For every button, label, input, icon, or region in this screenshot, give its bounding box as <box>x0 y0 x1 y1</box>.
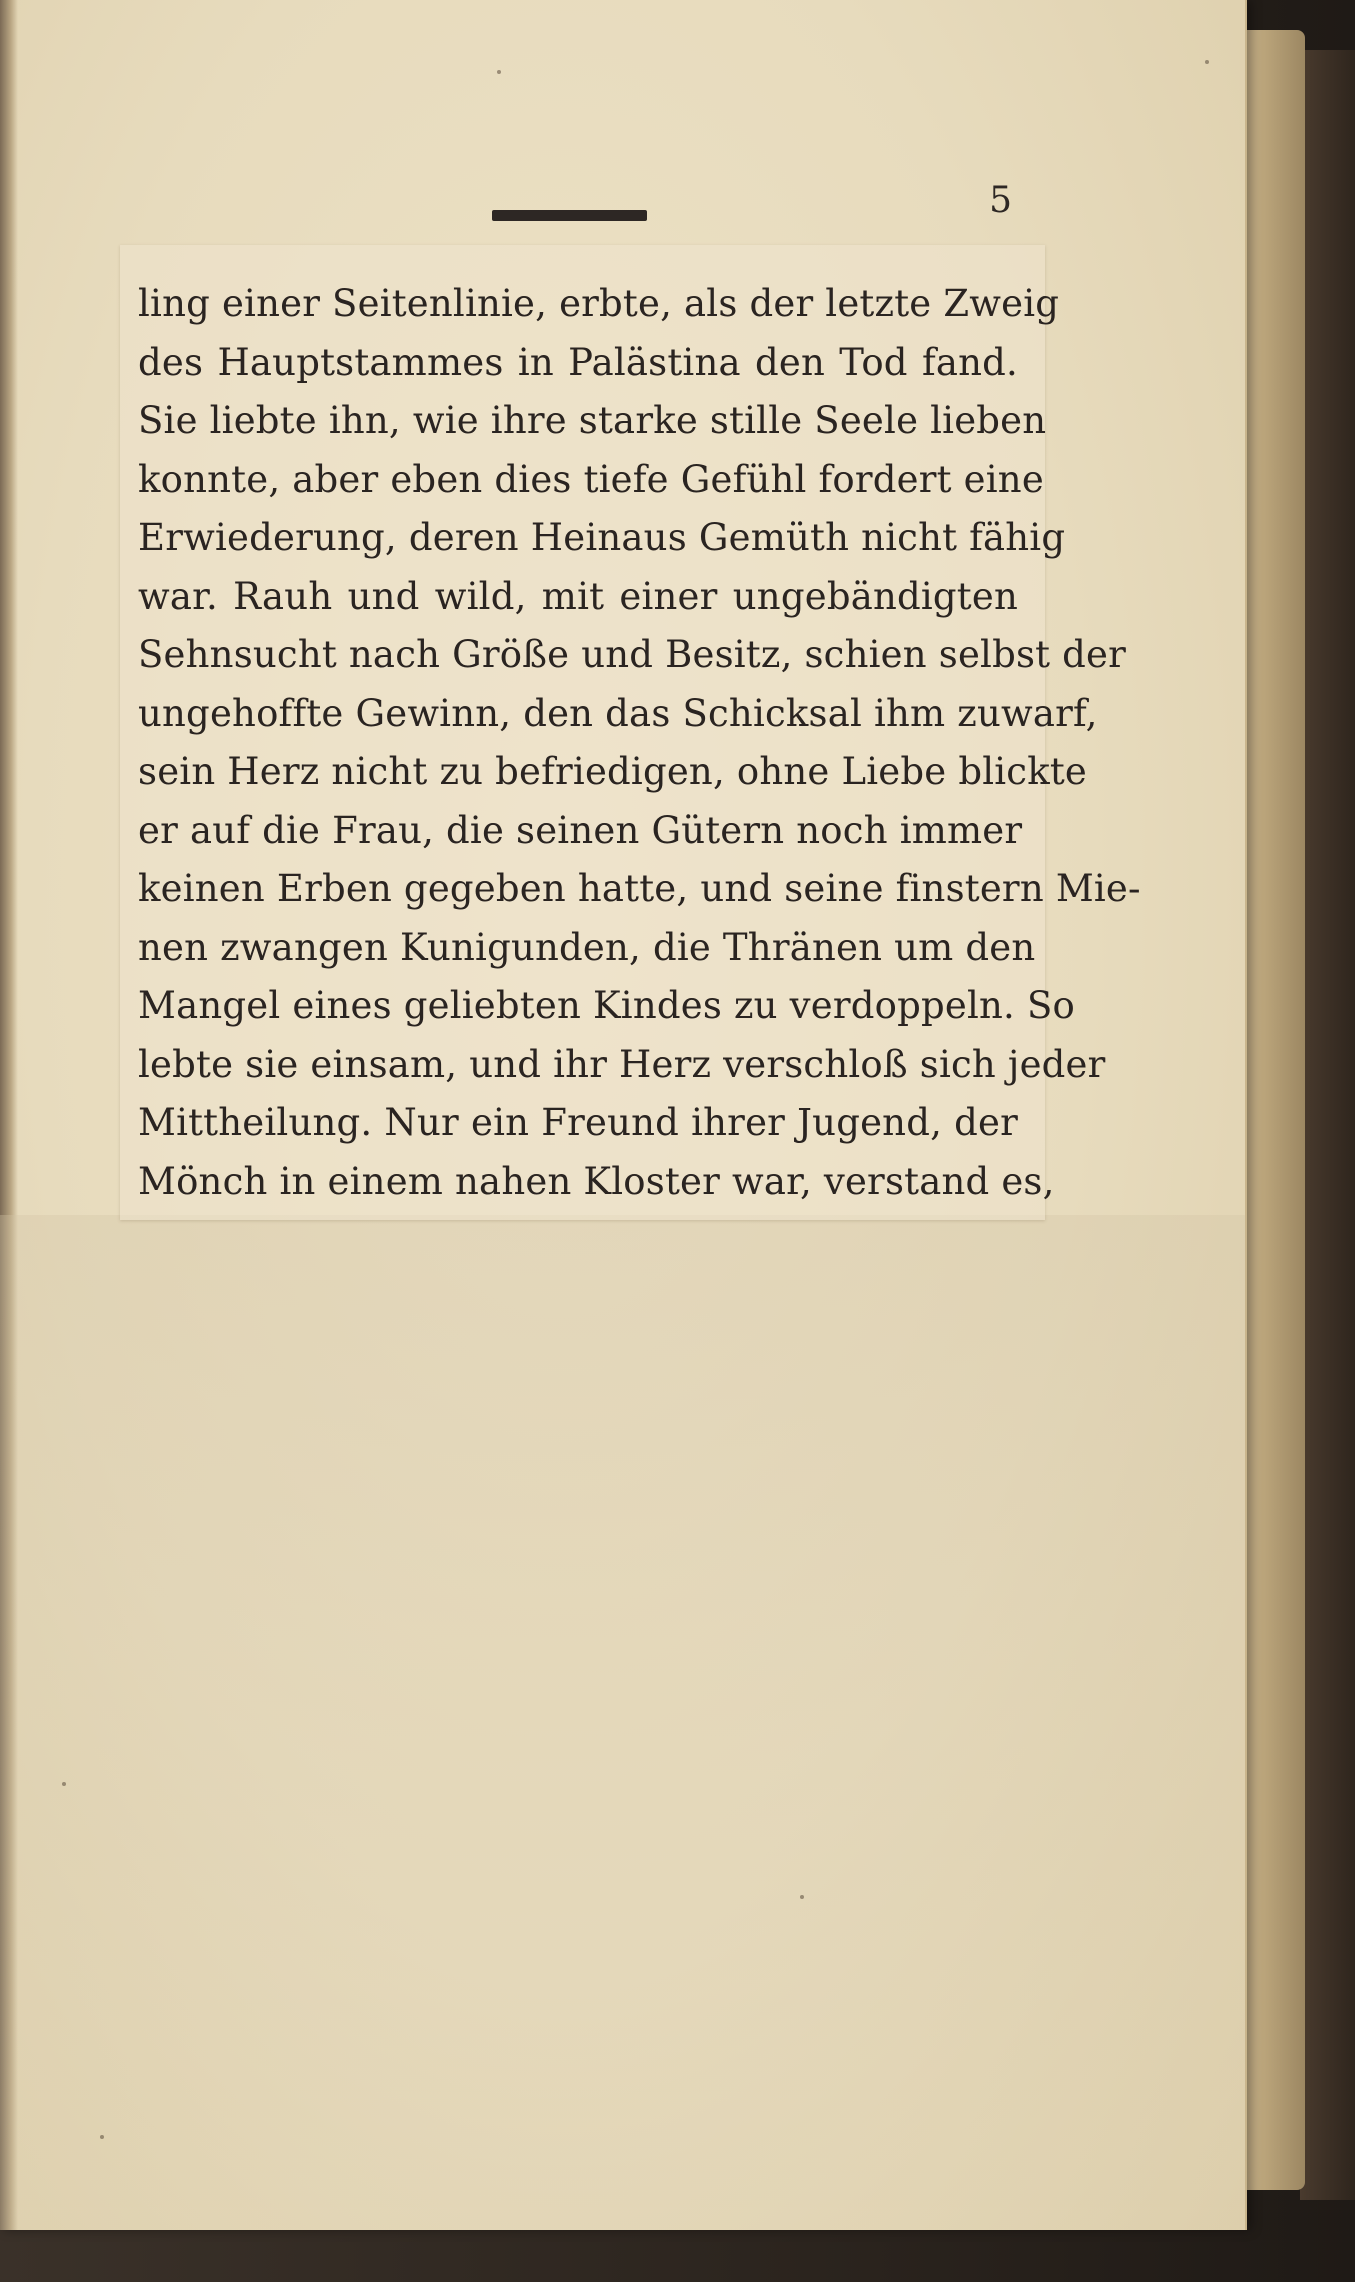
book-cover-edge <box>1300 50 1355 2200</box>
text-line: Mittheilung. Nur ein Freund ihrer Jugend, der <box>138 1101 1018 1144</box>
text-line: Sie liebte ihn, wie ihre starke stille Seele lieben <box>138 399 1047 442</box>
text-line: ling einer Seitenlinie, erbte, als der letzte Zweig <box>138 282 1060 325</box>
paper-speck <box>800 1895 804 1899</box>
page-number: 5 <box>989 180 1012 221</box>
page-blank-area <box>0 1215 1245 2230</box>
text-line: keinen Erben gegeben hatte, und seine finstern Mie- <box>138 867 1141 910</box>
text-line: Sehnsucht nach Größe und Besitz, schien selbst der <box>138 633 1127 676</box>
text-line: nen zwangen Kunigunden, die Thränen um den <box>138 925 1036 969</box>
text-line: des Hauptstammes in Palästina den Tod fand. <box>138 340 1018 384</box>
paper-speck <box>1205 60 1209 64</box>
text-line: Erwiederung, deren Heinaus Gemüth nicht fähig <box>138 516 1066 559</box>
paper-speck <box>100 2135 104 2139</box>
text-line: war. Rauh und wild, mit einer ungebändigten <box>138 574 1018 618</box>
text-line: lebte sie einsam, und ihr Herz verschloß sich jeder <box>138 1042 1106 1086</box>
body-text <box>138 275 1141 1211</box>
paper-speck <box>62 1782 66 1786</box>
text-line: ungehoffte Gewinn, den das Schicksal ihm zuwarf, <box>138 691 1098 735</box>
text-line: er auf die Frau, die seinen Gütern noch immer <box>138 808 1023 852</box>
text-line: konnte, aber eben dies tiefe Gefühl fordert eine <box>138 457 1044 501</box>
paper-speck <box>497 70 501 74</box>
text-line: Mönch in einem nahen Kloster war, verstand es, <box>138 1159 1055 1203</box>
text-line: Mangel eines geliebten Kindes zu verdoppeln. So <box>138 984 1075 1027</box>
text-line: sein Herz nicht zu befriedigen, ohne Liebe blickte <box>138 750 1087 793</box>
header-rule <box>492 210 647 221</box>
